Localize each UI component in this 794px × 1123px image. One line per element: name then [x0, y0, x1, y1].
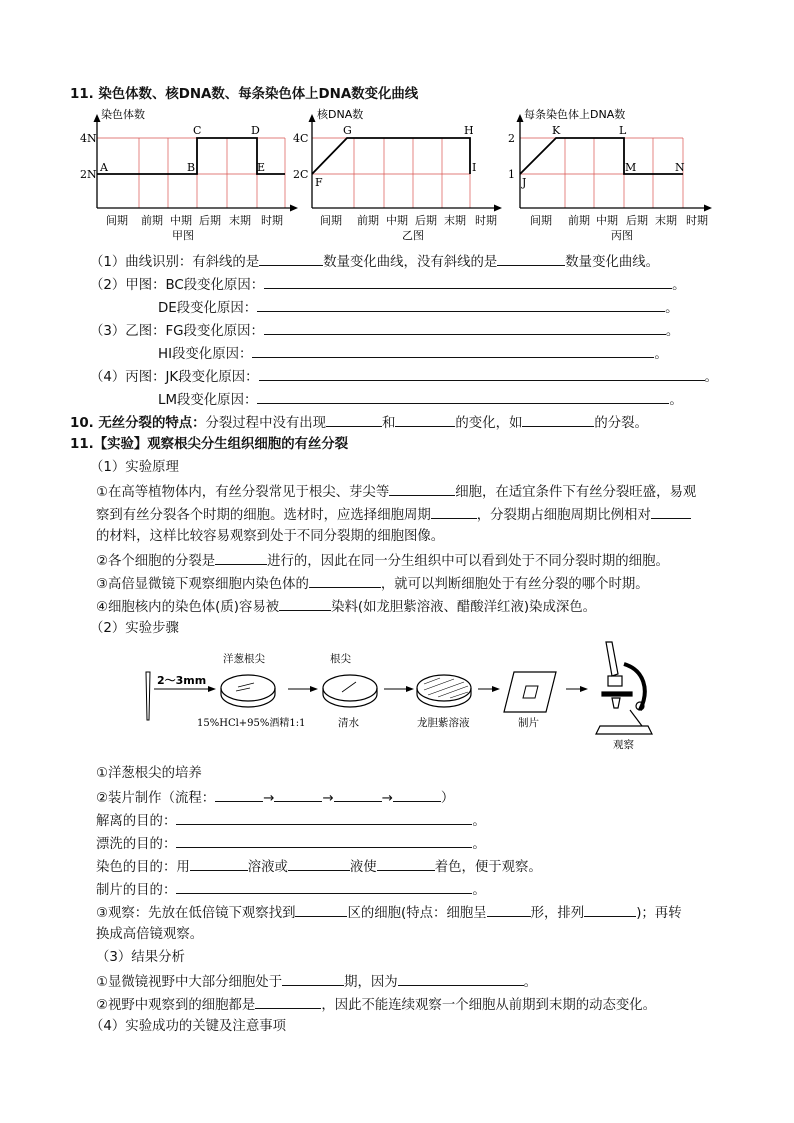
q10-line: 10. 无丝分裂的特点：分裂过程中没有出现 和 的变化，如 的分裂。	[70, 412, 648, 433]
graph-bing-ylow: 1	[508, 168, 515, 181]
blank[interactable]	[274, 787, 322, 802]
blank[interactable]	[497, 251, 565, 266]
blank[interactable]	[257, 297, 665, 312]
blank[interactable]	[431, 504, 477, 519]
blank[interactable]	[395, 412, 455, 427]
graph-bing	[508, 107, 712, 242]
blank[interactable]	[377, 856, 435, 871]
section-2: （2）实验步骤	[90, 621, 179, 636]
dish-dissociation	[221, 675, 275, 707]
q11-item-1: （1）曲线识别：有斜线的是 数量变化曲线，没有斜线的是 数量变化曲线。	[90, 251, 659, 272]
graph-jia-xtick: 中期	[170, 214, 192, 227]
graph-bing-xtick: 后期	[626, 214, 648, 227]
graph-yi-xtick: 中期	[386, 214, 408, 227]
blank[interactable]	[389, 481, 455, 496]
graph-bing-xlabel: 时期	[686, 214, 708, 227]
graph-yi-pt-i: I	[472, 161, 477, 174]
graph-jia-xlabel: 时期	[261, 214, 283, 227]
q11-item-4a: （4）丙图：JK段变化原因： 。	[90, 366, 718, 387]
stain-purpose: 染色的目的：用 溶液或 液使 着色，便于观察。	[96, 856, 542, 877]
blank[interactable]	[190, 856, 248, 871]
graph-bing-ylabel: 每条染色体上DNA数	[524, 108, 626, 121]
graph-yi-pt-g: G	[343, 124, 352, 137]
procedure-diagram	[0, 640, 794, 755]
hcl-label: 15%HCl+95%酒精1:1	[197, 718, 306, 729]
microscope	[596, 642, 652, 734]
q11-heading: 11. 染色体数、核DNA数、每条染色体上DNA数变化曲线	[70, 87, 419, 102]
blank[interactable]	[309, 573, 381, 588]
blank[interactable]	[522, 412, 594, 427]
graph-jia-pt-e: E	[257, 161, 266, 174]
blank[interactable]	[257, 389, 669, 404]
graph-bing-pt-k: K	[552, 124, 561, 137]
result-2: ②视野中观察到的细胞都是 ，因此不能连续观察一个细胞从前期到末期的动态变化。	[96, 994, 656, 1015]
blade	[146, 672, 150, 720]
blank[interactable]	[651, 504, 691, 519]
section-3: （3）结果分析	[96, 950, 185, 965]
graph-bing-xtick: 中期	[596, 214, 618, 227]
principle-4: ④细胞核内的染色体(质)容易被 染料(如龙胆紫溶液、醋酸洋红液)染成深色。	[96, 596, 596, 617]
graph-jia-yhigh: 4N	[80, 132, 97, 145]
observe-label: 观察	[613, 739, 634, 751]
stain-label: 龙胆紫溶液	[417, 717, 470, 729]
experiment-title: 11.【实验】观察根尖分生组织细胞的有丝分裂	[70, 437, 349, 452]
principle-3: ③高倍显微镜下观察细胞内染色体的 ，就可以判断细胞处于有丝分裂的哪个时期。	[96, 573, 649, 594]
graph-jia-pt-d: D	[251, 124, 260, 137]
graph-yi-curve	[312, 138, 470, 174]
q11-item-2a: （2）甲图：BC段变化原因： 。	[90, 274, 686, 295]
blank[interactable]	[176, 833, 472, 848]
graph-jia-xtick: 末期	[229, 214, 251, 227]
blank[interactable]	[215, 787, 263, 802]
observe-step: ③观察：先放在低倍镜下观察找到 区的细胞(特点：细胞呈 形，排列 )；再转	[96, 902, 682, 923]
cut-length-label: 2～3mm	[157, 674, 207, 687]
blank[interactable]	[282, 971, 344, 986]
graph-jia-xtick: 前期	[141, 214, 163, 227]
graph-jia-ylow: 2N	[80, 168, 97, 181]
graph-bing-xtick: 间期	[530, 214, 552, 227]
graph-yi-xtick: 后期	[415, 214, 437, 227]
graph-yi-xtick: 前期	[357, 214, 379, 227]
root-tip-label: 根尖	[330, 653, 351, 665]
dish-rinse	[323, 675, 377, 707]
graph-jia-pt-a: A	[100, 161, 108, 174]
graph-bing-xtick: 前期	[568, 214, 590, 227]
graph-yi-ylabel: 核DNA数	[317, 108, 364, 121]
graph-bing-pt-l: L	[619, 124, 627, 137]
graph-bing-pt-m: M	[625, 161, 637, 174]
blank[interactable]	[259, 251, 323, 266]
graph-bing-xtick: 末期	[655, 214, 677, 227]
graph-bing-pt-n: N	[675, 161, 685, 174]
slide-purpose: 制片的目的： 。	[96, 879, 486, 900]
graph-bing-caption: 丙图	[611, 229, 633, 242]
rinse-purpose: 漂洗的目的： 。	[96, 833, 486, 854]
slide	[504, 672, 556, 712]
section-1: （1）实验原理	[90, 460, 179, 475]
blank[interactable]	[393, 787, 441, 802]
dish-stain	[417, 675, 471, 707]
blank[interactable]	[295, 902, 347, 917]
water-label: 清水	[338, 717, 359, 729]
blank[interactable]	[487, 902, 531, 917]
q11-item-3a: （3）乙图：FG段变化原因： 。	[90, 320, 679, 341]
graph-yi-caption: 乙图	[402, 229, 424, 242]
blank[interactable]	[264, 320, 666, 335]
graph-jia-pt-b: B	[187, 161, 196, 174]
curve-graphs	[0, 104, 794, 254]
graph-bing-curve	[520, 138, 683, 174]
blank[interactable]	[326, 412, 382, 427]
graph-bing-pt-j: J	[522, 176, 527, 189]
blank[interactable]	[252, 343, 654, 358]
blank[interactable]	[288, 856, 350, 871]
slide-label: 制片	[518, 717, 539, 729]
blank[interactable]	[398, 971, 524, 986]
step-2: ②装片制作（流程： → → → ）	[96, 787, 454, 808]
graph-jia-xtick: 后期	[199, 214, 221, 227]
blank[interactable]	[176, 810, 472, 825]
graph-yi-pt-h: H	[464, 124, 474, 137]
graph-jia-caption: 甲图	[172, 229, 194, 242]
onion-tip-label: 洋葱根尖	[223, 653, 265, 665]
step-1: ①洋葱根尖的培养	[96, 766, 202, 781]
graph-yi-xtick: 末期	[444, 214, 466, 227]
graph-bing-yhigh: 2	[508, 132, 515, 145]
graph-yi-xtick: 间期	[320, 214, 342, 227]
principle-2: ②各个细胞的分裂是 进行的，因此在同一分生组织中可以看到处于不同分裂时期的细胞。	[96, 550, 669, 571]
q11-item-4b: LM段变化原因： 。	[158, 389, 683, 410]
q11-item-2b: DE段变化原因： 。	[158, 297, 679, 318]
principle-1b: 察到有丝分裂各个时期的细胞。选材时，应选择细胞周期 ，分裂期占细胞周期比例相对	[96, 504, 691, 525]
graph-jia-xtick: 间期	[106, 214, 128, 227]
section-4: （4）实验成功的关键及注意事项	[90, 1019, 286, 1034]
dissociation-purpose: 解离的目的： 。	[96, 810, 486, 831]
blank[interactable]	[259, 366, 705, 381]
graph-jia-pt-c: C	[193, 124, 202, 137]
graph-yi-yhigh: 4C	[293, 132, 309, 145]
blank[interactable]	[215, 550, 267, 565]
graph-jia-ylabel: 染色体数	[101, 108, 145, 121]
q11-item-3b: HI段变化原因： 。	[158, 343, 668, 364]
blank[interactable]	[279, 596, 331, 611]
graph-jia	[80, 107, 298, 242]
observe-step-cont: 换成高倍镜观察。	[96, 927, 204, 942]
blank[interactable]	[334, 787, 382, 802]
graph-yi	[293, 107, 502, 242]
principle-1c: 的材料，这样比较容易观察到处于不同分裂期的细胞图像。	[96, 529, 445, 544]
graph-yi-pt-f: F	[315, 176, 323, 189]
blank[interactable]	[264, 274, 672, 289]
graph-yi-xlabel: 时期	[475, 214, 497, 227]
blank[interactable]	[584, 902, 636, 917]
graph-yi-ylow: 2C	[293, 168, 309, 181]
blank[interactable]	[255, 994, 321, 1009]
result-1: ①显微镜视野中大部分细胞处于 期，因为 。	[96, 971, 537, 992]
blank[interactable]	[176, 879, 472, 894]
principle-1a: ①在高等植物体内，有丝分裂常见于根尖、芽尖等 细胞，在适宜条件下有丝分裂旺盛，易观	[96, 481, 696, 502]
